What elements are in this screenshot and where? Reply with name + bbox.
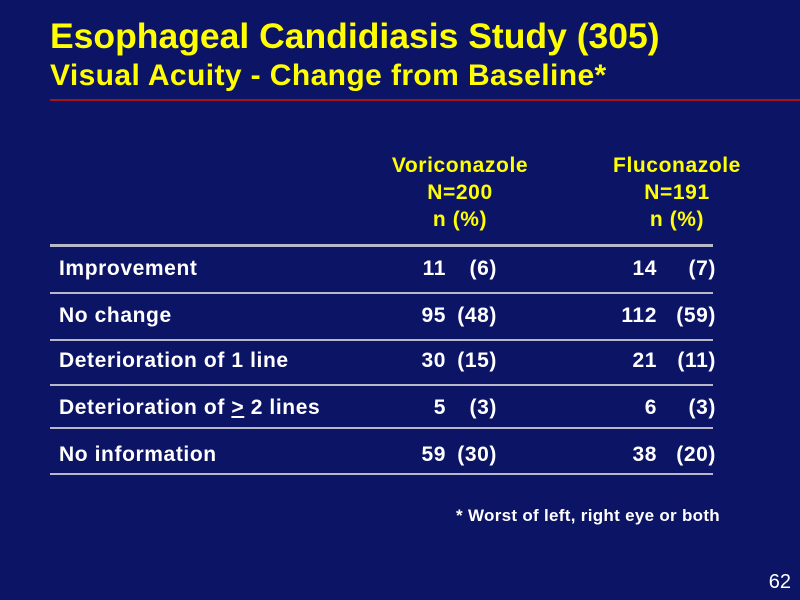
fluconazole-percent: (3)	[688, 396, 716, 419]
row-label: Deterioration of 1 line	[59, 349, 289, 372]
fluconazole-count: 38	[632, 443, 657, 466]
fluconazole-percent: (11)	[677, 349, 716, 372]
table-row	[0, 247, 800, 291]
voriconazole-percent: (15)	[457, 349, 497, 372]
fluconazole-count: 14	[632, 257, 657, 280]
greater-or-equal-symbol: >	[231, 396, 245, 419]
voriconazole-percent: (48)	[457, 304, 497, 327]
fluconazole-percent: (59)	[676, 304, 716, 327]
table-row	[0, 386, 800, 430]
row-label: No information	[59, 443, 217, 466]
row-label-text: 2 lines	[244, 396, 321, 419]
voriconazole-percent: (6)	[469, 257, 497, 280]
title-divider	[50, 99, 800, 101]
column-header-sample-size: N=200	[427, 181, 493, 204]
voriconazole-percent: (30)	[457, 443, 497, 466]
table-row	[0, 294, 800, 338]
column-header-unit: n (%)	[432, 208, 488, 231]
voriconazole-count: 59	[421, 443, 446, 466]
column-header-name: Fluconazole	[613, 154, 741, 177]
voriconazole-count: 11	[422, 257, 446, 280]
row-label: No change	[59, 304, 172, 327]
slide-subtitle: Visual Acuity - Change from Baseline*	[50, 59, 607, 92]
fluconazole-percent: (7)	[688, 257, 716, 280]
column-header-voriconazole	[360, 152, 560, 233]
row-label-text: Deterioration of	[59, 396, 232, 419]
voriconazole-count: 95	[421, 304, 446, 327]
row-label: Improvement	[59, 257, 198, 280]
voriconazole-count: 5	[433, 396, 446, 419]
fluconazole-percent: (20)	[676, 443, 716, 466]
column-header-name: Voriconazole	[391, 154, 529, 177]
row-label	[59, 386, 320, 430]
fluconazole-count: 112	[621, 304, 657, 327]
column-header-sample-size: N=191	[644, 181, 710, 204]
page-number: 62	[768, 571, 791, 593]
column-header-fluconazole	[577, 152, 777, 233]
voriconazole-count: 30	[421, 349, 446, 372]
column-header-unit: n (%)	[649, 208, 705, 231]
table-row	[0, 339, 800, 383]
table-row	[0, 433, 800, 477]
fluconazole-count: 6	[644, 396, 657, 419]
fluconazole-count: 21	[632, 349, 657, 372]
slide-title: Esophageal Candidiasis Study (305)	[50, 16, 660, 56]
voriconazole-percent: (3)	[469, 396, 497, 419]
footnote: * Worst of left, right eye or both	[456, 506, 720, 525]
